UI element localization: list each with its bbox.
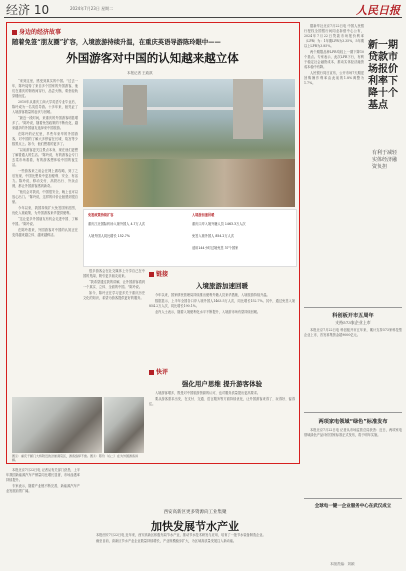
issue-date: 2024年7月23日 星期二 xyxy=(70,6,114,11)
link-label: 链接 xyxy=(149,269,168,278)
info-title-b: 入境游加速回暖 xyxy=(192,213,215,217)
feature-kicker: 身边的经济故事 xyxy=(12,27,61,36)
page-footer: 本版责编：刘颖 xyxy=(330,562,355,566)
photo-chongqing-skyline xyxy=(83,79,295,207)
building xyxy=(123,85,147,125)
bottom-kicker: 西安高新区更多资源向工业集聚 xyxy=(163,510,227,515)
view-body: 入境游客增多，既是对中国旅游资源的认可，也对服务质量提出更高要求。 要从游客需求出发，在支付、交通、语言服务等方面持续优化，让外国游客来得了、玩得好、留得住。 xyxy=(149,391,295,406)
feature-title: 外国游客对中国的认知越来越立体 xyxy=(66,51,239,65)
light-rail-track xyxy=(83,107,295,110)
right-body-1: 据新华社北京7月22日电 中国人民银行授权全国银行间同业拆借中心公布，2024年7月22日贷款市场报价利率（LPR）为：1年期LPR为3.35%，5年期以上LPR为3.85%。 两个期限品种LPR均较上一期下降10个基点。专家表示，此次LPR下行，有利于稳定社会融资成本，推动实体经济融资成本稳中有降。 人民银行同日宣布，公开市场7天期逆回购操作利率由此前的1.8%调整为1.7%。 xyxy=(304,24,364,85)
feature-byline: 本报记者 王政淇 xyxy=(127,71,153,75)
right-subtitle: 有利于减轻实体经济融资负担 xyxy=(372,150,398,170)
right-sub-2: 支持573家企业上市 xyxy=(335,320,371,325)
infographic-panel xyxy=(83,209,297,267)
bottom-title: 加快发展节水产业 xyxy=(151,520,239,533)
right-head-4: 全球电一键一企业服务中心在武汉成立 xyxy=(314,504,392,509)
header-rule xyxy=(4,17,402,18)
right-head-2: 科创板开市五周年 xyxy=(332,313,374,319)
feature-article[interactable] xyxy=(6,22,300,464)
bottom-left-body: 本报北京7月22日电 记者从有关部门获悉，上半年我国新能源汽车产销量同比增长显著，市场渗透率持续提升。 专家表示，随着产业链不断完善，新能源汽车产业发展前景广阔。 xyxy=(6,468,80,493)
info-stat: 重庆江北国际机场入境外国人 4.7万人次 xyxy=(88,222,146,226)
view-label: 快评 xyxy=(149,367,168,376)
right-body-3: 本报北京7月22日电 记者从市场监管总局获悉：近日，两项家电领域绿色产品评价国家标准正式发布，将于明年实施。 xyxy=(304,428,402,437)
photo-guide-2 xyxy=(104,397,144,453)
building xyxy=(233,79,263,139)
column-icon xyxy=(149,370,154,375)
right-body-2: 本报北京7月22日电 科创板开市五年来，累计支持573家科技型企业上市，首发募集资金超9000亿元。 xyxy=(304,328,402,337)
info-stat: 重庆口岸入境外籍人员 1463.3万人次 xyxy=(192,222,246,226)
divider xyxy=(304,307,402,308)
feature-body-left: “来到这里，感受到真实的中国。”过去一年，陈玲接待了来自多个国家的外国游客，他们在重庆的街巷间穿行，品尝火锅，乘坐轻轨穿楼而过。 2010年从重庆工商大学英语专业毕业后，陈玲成为一名英语导游。十多年来，她见证了入境游客数量的起伏与回暖。 “最近一段时间，来重庆的外国游客明显增多了。”陈玲说，随着免签政策的不断优化，越来越多的外国朋友选择来中国旅游。 在陈玲的记忆里，早些年来华的外国游客，对中国的了解大多停留在长城、故宫等少数景点上。如今，他们想看的更多了。 “以前游客更关注景点本身，现在他们更想了解普通人的生活。”陈玲说，有的游客会专门去菜市场看看，有的游客想体验中国的夜生活。 一些游客来之前会在网上做攻略，到了之后发现，中国比想象中更加便利、安全、有活力。陈玲说，移动支付、高铁出行、外卖点餐，都让外国游客感到新奇。 “他们会对我说，中国很安全，晚上也可以放心出门。”陈玲说，这样的评价让她感到很自豪。 今年以来，我国持续扩大免签国家范围，优化入境政策，为外国游客来华提供便利。 “这让更多外国朋友有机会走进中国、了解中国。”陈玲说。 在陈玲看来，外国游客对中国的认知正在变得越来越立体、越来越鲜活。 xyxy=(12,79,78,237)
column-icon xyxy=(149,272,154,277)
feature-subhead: 随着免签“朋友圈”扩容，入境旅游持续升温，在重庆英语导游陈玲眼中—— xyxy=(12,39,221,46)
right-headline: 新一期贷款市场报价利率下降十个基点 xyxy=(368,40,398,111)
divider xyxy=(304,412,402,413)
right-head-3: 两项家电领域“绿色”标准发布 xyxy=(318,419,388,425)
photo-guide-1 xyxy=(12,397,102,453)
feature-body-mid: 很多游客会在社交媒体上分享自己在中国的见闻，吸引更多朋友前来。 “我希望通过我的讲解，让外国游客看到一个真实、立体、全面的中国。”陈玲说。 如今，陈玲正在学习更多关于重庆历史文化的知识，希望为游客提供更好的服务。 xyxy=(83,269,145,300)
bottom-body: 本报西安7月22日电 近年来，西安高新区积极布局节水产业，推动节水技术研发与应用，培育了一批节水装备制造企业。 截至目前，高新区节水产业企业数量持续增长，产业规模稳步扩大，为区域高质量发展注入新动能。 xyxy=(96,533,266,543)
info-title-a: 免签政策持续扩容 xyxy=(88,213,114,217)
section-title: 经济 10 xyxy=(6,3,50,17)
info-stat: 免签入境外国人 854.2万人次 xyxy=(192,234,235,238)
newspaper-logo: 人民日报 xyxy=(356,4,400,17)
link-body: 今年以来，国家移民管理局持续推出便利外籍人员来华措施，入境旅游持续升温。 数据显示，上半年全国各口岸入境外国人1463.5万人次，同比增长152.7%。其中，通过免签入境854.2万人次，同比增长190.1%。 业内人士表示，随着入境便利化水平不断提升，入境游市场有望持续回暖。 xyxy=(149,293,295,314)
view-title: 强化用户思维 提升游客体验 xyxy=(181,380,263,388)
column-icon xyxy=(12,30,17,35)
divider xyxy=(304,498,402,499)
hillside-mural xyxy=(83,159,295,207)
info-stat: 入境外国人同比增长 152.7% xyxy=(88,234,130,238)
link-title: 入境旅游加速回暖 xyxy=(196,282,248,290)
photo-captions: 图①：重庆千厮门大桥附近的洪崖洞景区，游客络绎不绝。图②：陈玲（右二）在为外国游客讲解。 xyxy=(12,454,139,463)
info-stat: 适用144小时过境免签 37个国家 xyxy=(192,246,239,250)
